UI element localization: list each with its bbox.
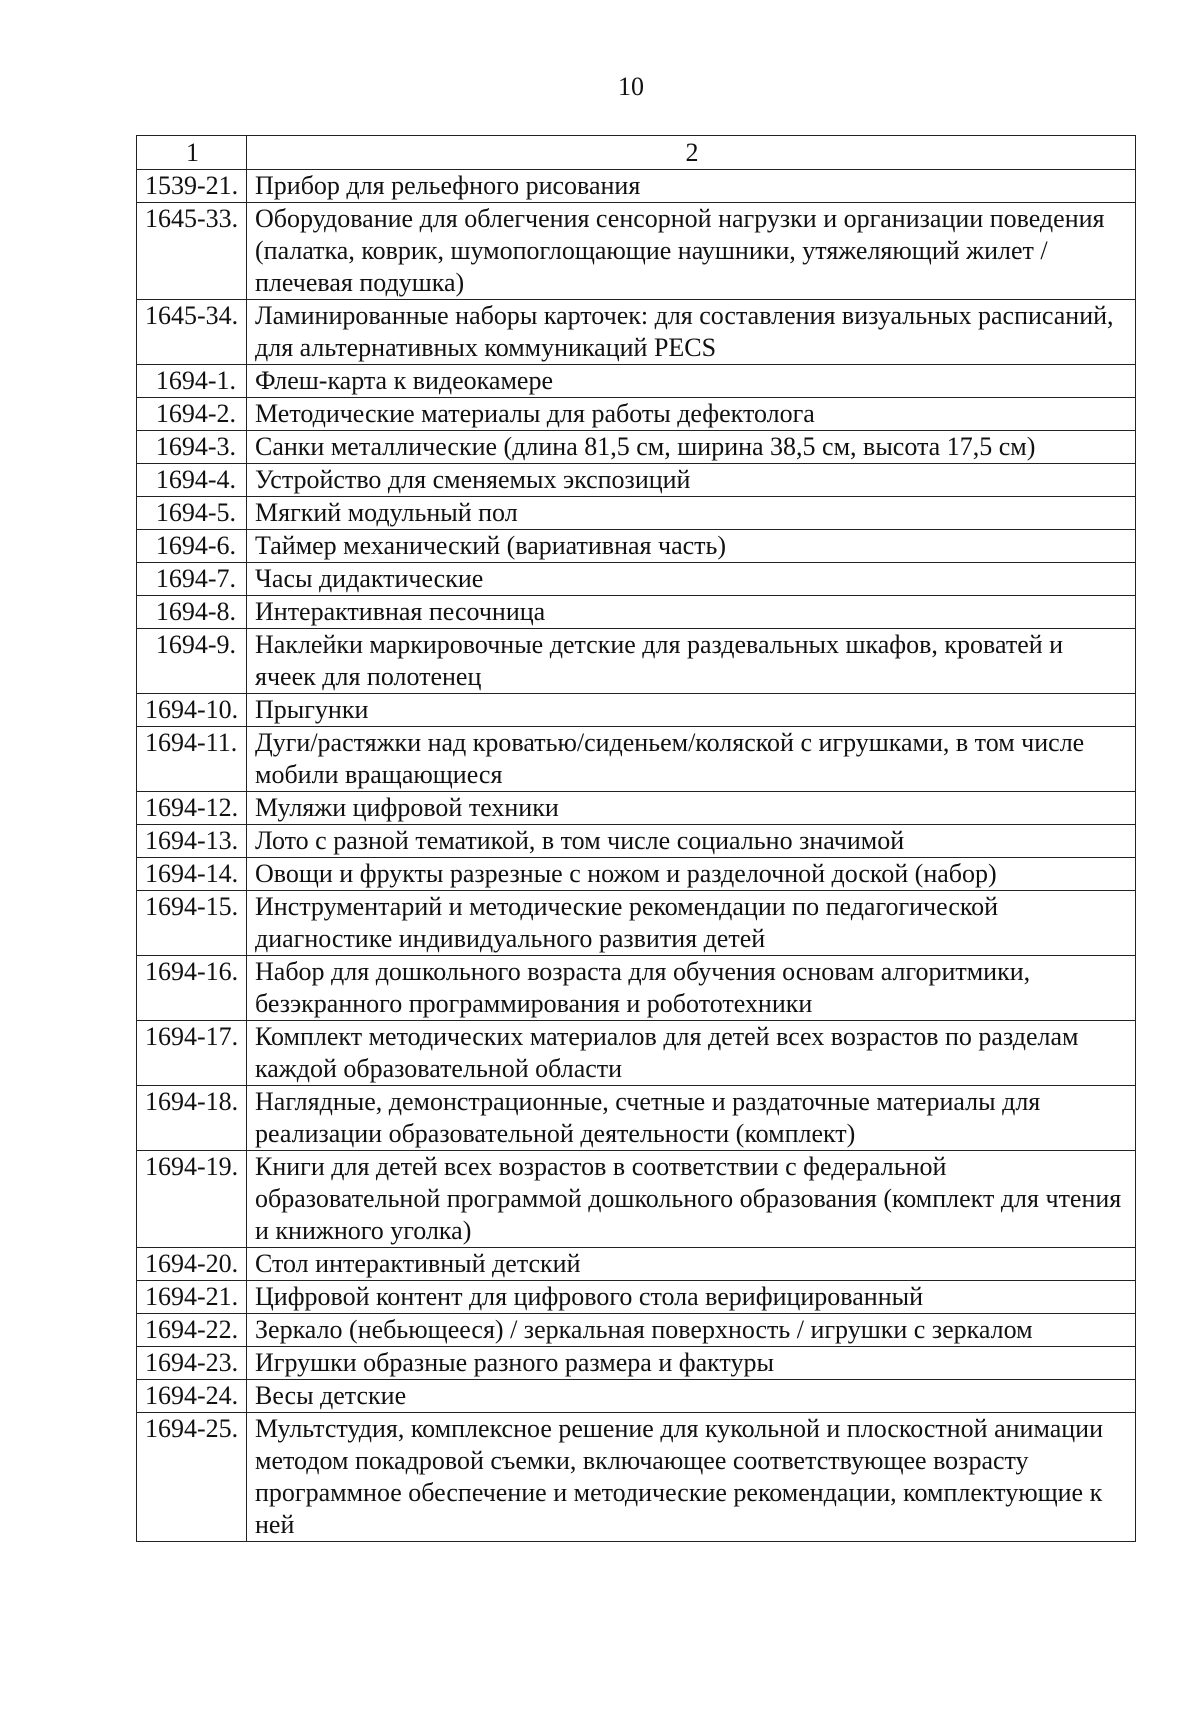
table-row xyxy=(137,431,1136,464)
row-code: 1539-21. xyxy=(137,170,247,203)
row-code: 1694-3. xyxy=(137,431,247,464)
row-code: 1694-16. xyxy=(137,956,247,1021)
row-code: 1645-34. xyxy=(137,300,247,365)
row-code: 1694-4. xyxy=(137,464,247,497)
row-code: 1694-1. xyxy=(137,365,247,398)
row-name: Наглядные, демонстрационные, счетные и раздаточные материалы для реализации образовательной деятельности (комплект) xyxy=(247,1086,1136,1151)
row-name: Весы детские xyxy=(247,1380,1136,1413)
row-code: 1694-7. xyxy=(137,563,247,596)
table-row xyxy=(137,563,1136,596)
row-name: Наклейки маркировочные детские для раздевальных шкафов, кроватей и ячеек для полотенец xyxy=(247,629,1136,694)
row-name: Ламинированные наборы карточек: для составления визуальных расписаний, для альтернативных коммуникаций PECS xyxy=(247,300,1136,365)
row-code: 1694-19. xyxy=(137,1151,247,1248)
row-name: Оборудование для облегчения сенсорной нагрузки и организации поведения (палатка, коврик, шумопоглощающие наушники, утяжеляющий жилет / плечевая подушка) xyxy=(247,203,1136,300)
row-name: Интерактивная песочница xyxy=(247,596,1136,629)
table-row xyxy=(137,629,1136,694)
row-name: Комплект методических материалов для детей всех возрастов по разделам каждой образовательной области xyxy=(247,1021,1136,1086)
row-name: Устройство для сменяемых экспозиций xyxy=(247,464,1136,497)
table-body xyxy=(137,170,1136,1542)
table-row xyxy=(137,825,1136,858)
table-row xyxy=(137,858,1136,891)
row-code: 1694-5. xyxy=(137,497,247,530)
row-code: 1694-11. xyxy=(137,727,247,792)
row-name: Санки металлические (длина 81,5 см, ширина 38,5 см, высота 17,5 см) xyxy=(247,431,1136,464)
table-row xyxy=(137,1314,1136,1347)
table-row xyxy=(137,956,1136,1021)
row-code: 1694-12. xyxy=(137,792,247,825)
row-code: 1694-25. xyxy=(137,1413,247,1542)
row-code: 1694-21. xyxy=(137,1281,247,1314)
table-row xyxy=(137,365,1136,398)
row-code: 1694-22. xyxy=(137,1314,247,1347)
table-row xyxy=(137,497,1136,530)
table-row xyxy=(137,792,1136,825)
table-row xyxy=(137,1380,1136,1413)
row-name: Методические материалы для работы дефектолога xyxy=(247,398,1136,431)
table-row xyxy=(137,203,1136,300)
column-header-name: 2 xyxy=(247,136,1136,170)
row-name: Лото с разной тематикой, в том числе социально значимой xyxy=(247,825,1136,858)
row-name: Муляжи цифровой техники xyxy=(247,792,1136,825)
row-code: 1694-13. xyxy=(137,825,247,858)
row-name: Игрушки образные разного размера и фактуры xyxy=(247,1347,1136,1380)
table-row xyxy=(137,1151,1136,1248)
row-name: Мультстудия, комплексное решение для кукольной и плоскостной анимации методом покадровой съемки, включающее соответствующее возрасту программное обеспечение и методические рекомендации, комплектующие к ней xyxy=(247,1413,1136,1542)
row-name: Набор для дошкольного возраста для обучения основам алгоритмики, безэкранного программирования и робототехники xyxy=(247,956,1136,1021)
equipment-table xyxy=(136,135,1136,1542)
row-code: 1694-24. xyxy=(137,1380,247,1413)
table-row xyxy=(137,464,1136,497)
row-code: 1694-9. xyxy=(137,629,247,694)
row-name: Таймер механический (вариативная часть) xyxy=(247,530,1136,563)
table-row xyxy=(137,1281,1136,1314)
row-code: 1694-10. xyxy=(137,694,247,727)
table-row xyxy=(137,1347,1136,1380)
row-code: 1645-33. xyxy=(137,203,247,300)
table-row xyxy=(137,300,1136,365)
row-code: 1694-14. xyxy=(137,858,247,891)
table-row xyxy=(137,694,1136,727)
row-name: Зеркало (небьющееся) / зеркальная поверхность / игрушки с зеркалом xyxy=(247,1314,1136,1347)
row-code: 1694-18. xyxy=(137,1086,247,1151)
row-name: Прибор для рельефного рисования xyxy=(247,170,1136,203)
table-row xyxy=(137,530,1136,563)
row-name: Стол интерактивный детский xyxy=(247,1248,1136,1281)
row-name: Мягкий модульный пол xyxy=(247,497,1136,530)
row-name: Флеш-карта к видеокамере xyxy=(247,365,1136,398)
row-code: 1694-6. xyxy=(137,530,247,563)
row-code: 1694-20. xyxy=(137,1248,247,1281)
row-code: 1694-23. xyxy=(137,1347,247,1380)
table-row xyxy=(137,398,1136,431)
row-name: Цифровой контент для цифрового стола верифицированный xyxy=(247,1281,1136,1314)
row-name: Дуги/растяжки над кроватью/сиденьем/коляской с игрушками, в том числе мобили вращающиеся xyxy=(247,727,1136,792)
page-number: 10 xyxy=(618,72,644,101)
table-row xyxy=(137,727,1136,792)
table-header-row xyxy=(137,136,1136,170)
row-code: 1694-17. xyxy=(137,1021,247,1086)
table-row xyxy=(137,1086,1136,1151)
row-name: Прыгунки xyxy=(247,694,1136,727)
row-name: Часы дидактические xyxy=(247,563,1136,596)
row-code: 1694-15. xyxy=(137,891,247,956)
column-header-code: 1 xyxy=(137,136,247,170)
row-name: Овощи и фрукты разрезные с ножом и разделочной доской (набор) xyxy=(247,858,1136,891)
row-name: Инструментарий и методические рекомендации по педагогической диагностике индивидуального развития детей xyxy=(247,891,1136,956)
row-code: 1694-8. xyxy=(137,596,247,629)
table-row xyxy=(137,596,1136,629)
row-name: Книги для детей всех возрастов в соответствии с федеральной образовательной программой дошкольного образования (комплект для чтения и книжного уголка) xyxy=(247,1151,1136,1248)
table-row xyxy=(137,891,1136,956)
table-row xyxy=(137,170,1136,203)
table-row xyxy=(137,1248,1136,1281)
row-code: 1694-2. xyxy=(137,398,247,431)
table-row xyxy=(137,1021,1136,1086)
table-row xyxy=(137,1413,1136,1542)
